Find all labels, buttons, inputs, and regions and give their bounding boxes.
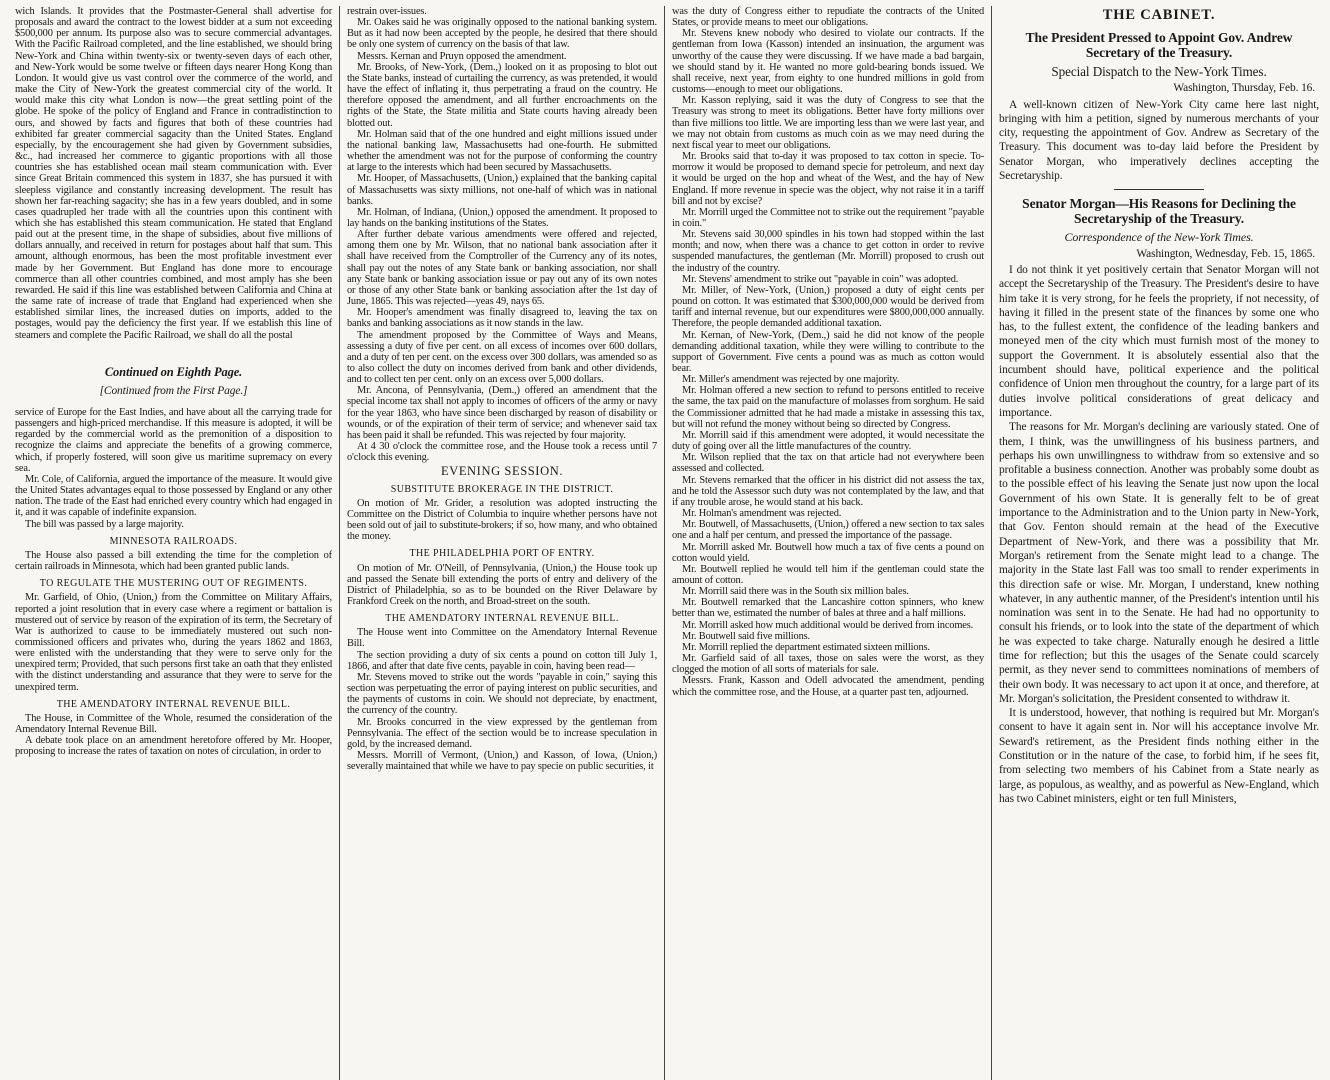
paragraph: At 4 30 o'clock the committee rose, and the House took a recess until 7 o'clock this evening. bbox=[347, 441, 658, 464]
paragraph: Mr. Stevens knew nobody who desired to violate our contracts. If the gentleman from Iowa (Kasson) intended an insinuation, the argument was unworthy of the cause they were discussing. If we have made a bad bargain, we should stand by it. He wanted no more gold-bearing bonds issued. We shall receive, next year, from eighty to one hundred millions in gold from customs—enough to meet our obligations. bbox=[672, 28, 985, 96]
paragraph: restrain over-issues. bbox=[347, 6, 427, 17]
paragraph: Mr. Brooks concurred in the view expressed by the gentleman from Pennsylvania. The effect of the section would be to increase speculation in gold, by the increased demand. bbox=[347, 716, 658, 750]
paragraph: wich Islands. It provides that the Postmaster-General shall advertise for proposals and award the contract to the lowest bidder at a sum not exceeding $500,000 per annum. Its purpose also was to secure commercial advantages. With the Pacific Railroad completed, and the line established, we should bring New-York and China within twenty-six or twenty-seven days of each other, and New-York would be some twelve or fifteen days nearer Hong Kong than London. It would give us vast control over the commerce of the world, and make the City of New-York the greatest commercial city of the world. It would make this city what London is now—the great settling point of the globe. He spoke of the policy of England and France in contradistinction to ours, and showed by facts and figures that both of these countries had exhibited far greater commercial sagacity than the United States. England especially, by the encouragement she had given by Government subsidies, &c., had increased her commerce to gigantic proportions with all those countries she has established ocean mail steam communication with. Ever since Great Britain commenced this system in 1837, she has pursued it with sleepless vigilance and constantly increasing development. The result has shown her far-reaching sagacity; she has in a few years doubled, and in some cases quadrupled her trade with all the countries upon this continent with which she has established this steam communication. He stated that England paid out at the present time, in the shape of subsidies, about five millions of dollars annually, and received in return for postages about half that sum. This amount, although enormous, has been the most profitable investment ever made by her Government. But England has done more to encourage commerce than all other countries combined, and most amply has she been rewarded. He said if this line was established between California and China at the same rate of increase of trade that England had experienced when she established similar lines, the increased duties on imports, added to the postages, would pay the deficiency the first year. If we establish this line of steamers and complete the Pacific Railroad, we shall do all the postal bbox=[15, 6, 332, 341]
paragraph: The House also passed a bill extending the time for the completion of certain railroads in Minnesota, which had been granted public lands. bbox=[15, 549, 332, 573]
paragraph: After further debate various amendments were offered and rejected, among them one by Mr. Wilson, that no national bank association after it shall have received from the Comptroller of the Currency any of its notes, shall pay out the notes of any State bank or banking association, nor shall any State bank or banking association issue or pay out any of its own notes or those of any other State bank or banking association after the 1st day of June, 1865. This was rejected—yeas 49, nays 65. bbox=[347, 229, 658, 308]
paragraph: Mr. Morrill asked how much additional would be derived from incomes. bbox=[682, 619, 974, 631]
paragraph: Mr. Morrill replied the department estimated sixteen millions. bbox=[682, 641, 930, 653]
column-1 bbox=[8, 6, 339, 1080]
paragraph: Mr. Kernan, of New-York, (Dem.,) said he did not know of the people demanding additional taxation, while they were willing to contribute to the support of Government. Five cents a pound was as much as cotton would bear. bbox=[672, 329, 985, 374]
paragraph: It is understood, however, that nothing is required but Mr. Morgan's consent to have it again sent in. Nor will his acceptance involve Mr. Seward's retirement, as the President finds nothing either in the Constitution or in the nature of the case, to forbid him, if he sees fit, from selecting two members of his Cabinet from a State nearly as large, as populous, as wealthy, and as powerful as New-England, which has two Cabinet ministers, eight or ten full Ministers, bbox=[999, 707, 1320, 805]
paragraph: Mr. Boutwell replied he would tell him if the gentleman could state the amount of cotton. bbox=[672, 563, 985, 586]
paragraph: Mr. Morrill urged the Committee not to strike out the requirement "payable in coin." bbox=[672, 206, 985, 229]
paragraph: A debate took place on an amendment heretofore offered by Mr. Hooper, proposing to increase the rates of taxation on notes of circulation, in order to bbox=[15, 735, 332, 758]
section-heading: THE AMENDATORY INTERNAL REVENUE BILL. bbox=[56, 698, 291, 710]
correspondence-line: Correspondence of the New-York Times. bbox=[1064, 230, 1254, 245]
paragraph: Mr. Morrill said if this amendment were adopted, it would necessitate the duty of going over all the little manufactures of the country. bbox=[672, 429, 985, 453]
paragraph: Mr. Boutwell, of Massachusetts, (Union,) offered a new section to tax sales one and a half per centum, and pressed the importance of the passage. bbox=[672, 519, 985, 542]
column-2 bbox=[339, 6, 664, 1080]
paragraph: Messrs. Kernan and Pruyn opposed the amendment. bbox=[357, 50, 567, 62]
paragraph: I do not think it yet positively certain that Senator Morgan will not accept the Secretaryship of the Treasury. The President's desire to have him take it is very strong, for he feels the propriety, if not necessity, of having it filled in the present state of the finances by some one who has, to the fullest extent, the confidence of the leading bankers and moneyed men of the city which must furnish most of the money to support the Government. It is absolutely essential also that the incumbent should have, political experience and the political confidence of Union men throughout the country, for a large part of its duties involve political considerations of great delicacy and importance. bbox=[999, 263, 1320, 419]
paragraph: The amendment proposed by the Committee of Ways and Means, assessing a duty of five per cent. on all excess of incomes over 600 dollars, and a duty of ten per cent. on the excess over 300 dollars, was amended so as to also collect the duty on incomes derived from bank and other dividends, and to collect ten per cent. only on an excess over 5,000 dollars. bbox=[347, 329, 658, 386]
section-heading: SUBSTITUTE BROKERAGE IN THE DISTRICT. bbox=[390, 483, 614, 495]
paragraph: The reasons for Mr. Morgan's declining are variously stated. One of them, I think, was the unwillingness of his business partners, and perhaps his own unwillingness to withdraw from so extensive and so profitable a business connection. Another was probably some doubt as to the possible effect of his leaving the Senate just now upon the local Government of his own State. It is generally felt to be of great importance to the Administration and to the Union party in New-York, that Gov. Fenton should remain at the head of the Executive Department of New-York, and there was a possibility that Mr. Morgan's retirement from the Senate might lead to a change. The majority in the State last Fall was too small to render experiments in this direction safe or wise. Mr. Morgan, I understand, knew nothing whatever, in any authentic manner, of the President's intention until his nomination was sent in to the Senate. He had had no opportunity to consult his friends, or to look into the state of the department of which he was expected to take charge. Naturally enough he desired a little time for reflection; but this the usages of the Senate could scarcely permit, as they never send to committees nominations of members of their own body. It was necessary to act upon it at once, and therefore, at Mr. Morgan's solicitation, the President consented to withdraw it. bbox=[999, 421, 1320, 705]
article-headline: Senator Morgan—His Reasons for Declining the Secretaryship of the Treasury. bbox=[1022, 196, 1296, 227]
dispatch-line: Special Dispatch to the New-York Times. bbox=[1051, 64, 1267, 80]
paragraph: Mr. Cole, of California, argued the importance of the measure. It would give the United States advantages equal to those possessed by England or any other nation. The trade of the East had enriched every country which had engaged in it, and it was capable of indefinite expansion. bbox=[15, 473, 332, 519]
paragraph: Mr. Stevens said 30,000 spindles in his town had stopped within the last month; and now, when there was a chance to get cotton in order to revive suspended manufactures, the gentleman (Mr. Morrill) proposed to crush out the industry of the country. bbox=[672, 229, 985, 274]
paragraph: Mr. Hooper's amendment was finally disagreed to, leaving the tax on banks and banking associations as it now stands in the law. bbox=[347, 307, 658, 330]
paragraph: The section providing a duty of six cents a pound on cotton till July 1, 1866, and after that date five cents, payable in coin, having been read— bbox=[347, 649, 658, 672]
paragraph: Mr. Morrill said there was in the South six million bales. bbox=[682, 586, 909, 598]
paragraph: A well-known citizen of New-York City came here last night, bringing with him a petition, signed by numerous merchants of your city, requesting the appointment of Gov. Andrew as Secretary of the Treasury. This document was to-day laid before the President by Senator Morgan, who imperatively declines accepting the Secretaryship. bbox=[999, 98, 1320, 183]
paragraph: Mr. Morrill asked Mr. Boutwell how much a tax of five cents a pound on cotton would yield. bbox=[672, 541, 985, 564]
paragraph: Messrs. Frank, Kasson and Odell advocated the amendment, pending which the committee rose, and the House, at a quarter past ten, adjourned. bbox=[672, 675, 985, 698]
paragraph: Mr. Brooks, of New-York, (Dem.,) looked on it as proposing to blot out the State banks, instead of curtailing the currency, as was pretended, it would have the effect of inflating it, thus perpetrating a fraud on the country. He therefore opposed the amendment, and all further encroachments on the rights of the State, the State militia and State courts having already been blotted out. bbox=[347, 61, 658, 129]
paragraph: was the duty of Congress either to repudiate the contracts of the United States, or provide means to meet our obligations. bbox=[672, 6, 985, 29]
paragraph: Mr. Brooks said that to-day it was proposed to tax cotton in specie. To-morrow it would be proposed to demand specie for petroleum, and next day it would be urged on the hop and wheat of the West, and the hay of New England. If more revenue in specie was the object, why not raise it in a tariff bill and not by excise? bbox=[672, 151, 985, 207]
session-heading: EVENING SESSION. bbox=[440, 464, 564, 479]
paragraph: Mr. Holman offered a new section to refund to persons entitled to receive the same, the tax paid on the manufacture of molasses from sorghum. He said the Commissioner admitted that he had made a mistake in assessing this tax, but will not refund the money without being so directed by Congress. bbox=[672, 385, 985, 430]
dateline: Washington, Wednesday, Feb. 15, 1865. bbox=[1136, 247, 1316, 260]
paragraph: Mr. Holman, of Indiana, (Union,) opposed the amendment. It proposed to lay hands on the banking institutions of the States. bbox=[347, 206, 658, 229]
column-3 bbox=[664, 6, 991, 1080]
section-heading: TO REGULATE THE MUSTERING OUT OF REGIMENTS. bbox=[39, 578, 308, 590]
section-heading: THE PHILADELPHIA PORT OF ENTRY. bbox=[409, 548, 595, 560]
paragraph: Mr. Oakes said he was originally opposed to the national banking system. But as it had now been accepted by the people, he desired that there should be only one system of currency on the basis of that law. bbox=[347, 17, 658, 51]
dateline: Washington, Thursday, Feb. 16. bbox=[1173, 82, 1316, 95]
paragraph: Mr. Stevens remarked that the officer in his district did not assess the tax, and he told the Assessor such duty was not contemplated by the law, and that if any trouble arose, he would stand at his back. bbox=[672, 474, 985, 508]
paragraph: Messrs. Morrill of Vermont, (Union,) and Kasson, of Iowa, (Union,) severally maintained that while we have to pay specie on public securities, it bbox=[347, 750, 658, 773]
paragraph: Mr. Kasson replying, said it was the duty of Congress to see that the Treasury was strong to meet its obligations. Better have forty millions over than five millions too little. We are importing less than we were last year, and we may not obtain from customs as much coin as we may need during the next fiscal year to meet our obligations. bbox=[672, 95, 985, 151]
paragraph: service of Europe for the East Indies, and have about all the carrying trade for passengers and high-priced merchandise. If this measure is adopted, it will be regarded by the commercial world as the premonition of a disposition to recognize the claims and appreciate the benefits of a growing commerce, which, if properly fostered, will soon give us maritime supremacy on every sea. bbox=[15, 407, 332, 474]
section-heading: MINNESOTA RAILROADS. bbox=[109, 535, 238, 547]
paragraph: The House went into Committee on the Amendatory Internal Revenue Bill. bbox=[347, 627, 658, 650]
paragraph: Mr. Hooper, of Massachusetts, (Union,) explained that the banking capital of Massachusetts was sixty millions, not one-half of which was in national banks. bbox=[347, 173, 658, 207]
paragraph: Mr. Miller, of New-York, (Union,) proposed a duty of eight cents per pound on cotton. It was estimated that $300,000,000 would be derived from tariff and internal revenue, but our expenditures were $800,000,000 annually. Therefore, the people demanded additional taxation. bbox=[672, 284, 985, 330]
continuation-note: Continued on Eighth Page. bbox=[104, 364, 243, 379]
column-4-the-cabinet bbox=[991, 6, 1326, 1080]
section-heading: THE AMENDATORY INTERNAL REVENUE BILL. bbox=[385, 613, 619, 625]
article-headline: The President Pressed to Appoint Gov. Andrew Secretary of the Treasury. bbox=[1025, 30, 1293, 61]
paragraph: Mr. Wilson replied that the tax on that article had not everywhere been assessed and collected. bbox=[672, 452, 985, 475]
paragraph: Mr. Stevens moved to strike out the words "payable in coin," saying this section was perpetuating the error of paying interest on public securities, and the payments of customs in coin. We should not depreciate, by enactment, the currency of the country. bbox=[347, 671, 658, 717]
section-divider bbox=[1114, 189, 1204, 190]
paragraph: Mr. Miller's amendment was rejected by one majority. bbox=[682, 374, 900, 386]
paragraph: On motion of Mr. O'Neill, of Pennsylvania, (Union,) the House took up and passed the Senate bill extending the ports of entry and delivery of the District of Philadelphia, so as to be bounded on the River Delaware by Frankford Creek on the north, and Broad-street on the south. bbox=[347, 562, 658, 607]
paragraph: Mr. Garfield said of all taxes, those on sales were the worst, as they clogged the motion of all sorts of materials for sale. bbox=[672, 653, 985, 676]
paragraph: On motion of Mr. Grider, a resolution was adopted instructing the Committee on the District of Columbia to inquire whether persons have not been sold out of jail to substitute-brokers; if so, how many, and who obtained the money. bbox=[347, 497, 658, 543]
paragraph: Mr. Boutwell remarked that the Lancashire cotton spinners, who knew better than we, estimated the number of bales at three and a half millions. bbox=[672, 597, 985, 620]
paragraph: Mr. Boutwell said five millions. bbox=[682, 630, 810, 642]
article-title: THE CABINET. bbox=[1102, 7, 1216, 23]
paragraph: Mr. Ancona, of Pennsylvania, (Dem.,) offered an amendment that the special income tax shall not apply to incomes of officers of the army or navy for the year 1863, who have since been discharged by reason of disability or wounds, or of the expiration of their term of service; and whenever said tax has been paid it shall be refunded. This was rejected by four majority. bbox=[347, 385, 658, 441]
paragraph: The bill was passed by a large majority. bbox=[25, 518, 184, 530]
paragraph: The House, in Committee of the Whole, resumed the consideration of the Amendatory Internal Revenue Bill. bbox=[15, 712, 332, 736]
continuation-from-note: [Continued from the First Page.] bbox=[99, 384, 248, 397]
paragraph: Mr. Garfield, of Ohio, (Union,) from the Committee on Military Affairs, reported a joint resolution that in every case where a regiment or battalion is mustered out of service by reason of the expiration of its term, the Secretary of War is authorized to cause to be immediately mustered out such non-commissioned officers and privates who, during the years 1862 and 1863, were enlisted with the understanding that they were to serve only for the unexpired term; Provided, that such persons first take an oath that they enlisted with the distinct understanding and assurance that they were to serve for the unexpired term. bbox=[15, 592, 332, 693]
paragraph: Mr. Stevens' amendment to strike out "payable in coin" was adopted. bbox=[682, 273, 959, 285]
paragraph: Mr. Holman's amendment was rejected. bbox=[682, 508, 842, 520]
paragraph: Mr. Holman said that of the one hundred and eight millions issued under the national banking law, Massachusetts had one-fourth. He submitted whether the amendment was not for the purpose of conforming the country at large to the interests which had been secured by Massachusetts. bbox=[347, 128, 658, 174]
